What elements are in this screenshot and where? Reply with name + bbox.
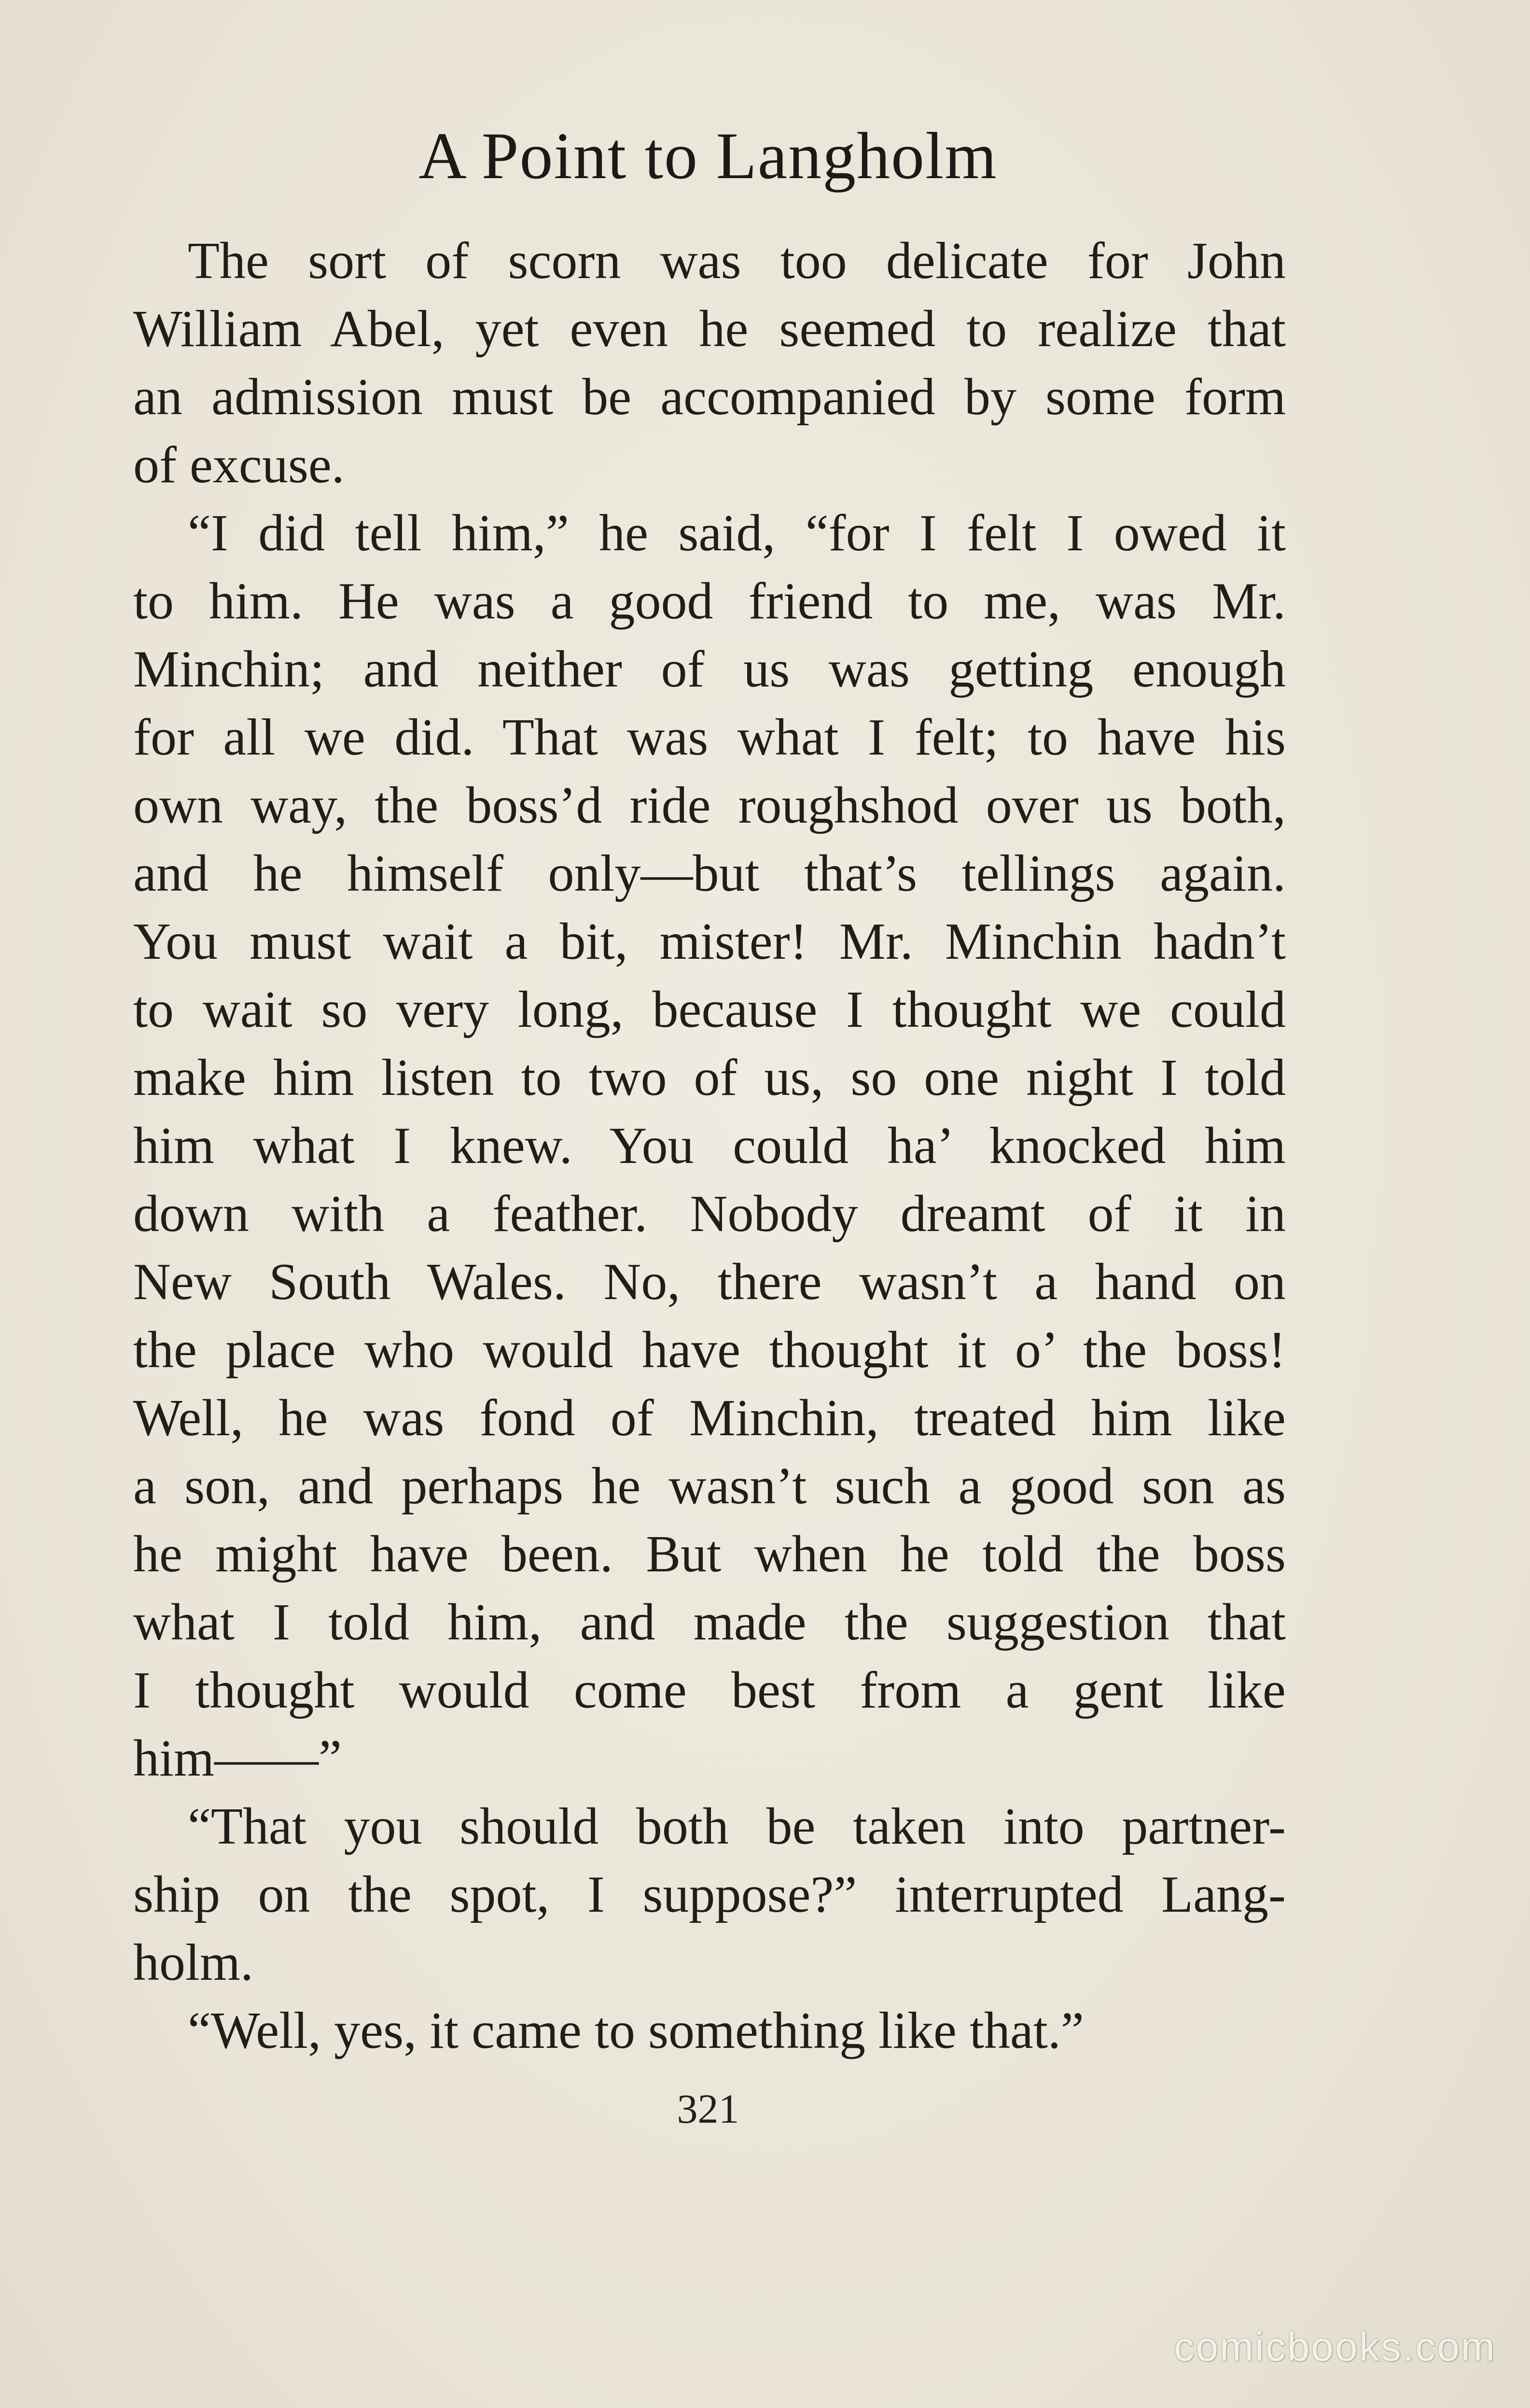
page-number: 321 xyxy=(677,2086,739,2132)
running-head: A Point to Langholm xyxy=(418,119,998,193)
text-line: to him. He was a good friend to me, was Mr. xyxy=(133,573,1286,630)
text-line: and he himself only—but that’s tellings again. xyxy=(133,845,1286,902)
text-line: an admission must be accompanied by some form xyxy=(133,368,1286,426)
paragraph-1 xyxy=(133,227,1286,499)
text-line: “Well, yes, it came to something like that.” xyxy=(188,2002,1084,2059)
text-line: down with a feather. Nobody dreamt of it in xyxy=(133,1185,1286,1243)
text-line: Minchin; and neither of us was getting enough xyxy=(133,641,1286,698)
text-line: “I did tell him,” he said, “for I felt I owed it xyxy=(188,504,1286,562)
text-line: Well, he was fond of Minchin, treated him like xyxy=(133,1389,1286,1447)
text-line: William Abel, yet even he seemed to realize that xyxy=(133,300,1286,358)
text-line: he might have been. But when he told the boss xyxy=(133,1526,1286,1583)
text-line: what I told him, and made the suggestion that xyxy=(133,1594,1286,1651)
text-line: The sort of scorn was too delicate for John xyxy=(188,232,1286,290)
text-line: New South Wales. No, there wasn’t a hand on xyxy=(133,1253,1286,1311)
text-line: own way, the boss’d ride roughshod over us both, xyxy=(133,777,1286,834)
text-line: a son, and perhaps he wasn’t such a good son as xyxy=(133,1457,1286,1515)
paragraph-4 xyxy=(133,1997,1286,2065)
text-line: You must wait a bit, mister! Mr. Minchin hadn’t xyxy=(133,913,1286,970)
text-line: him——” xyxy=(133,1730,342,1787)
paragraph-2 xyxy=(133,499,1286,1792)
paragraph-3 xyxy=(133,1792,1286,1997)
text-line: for all we did. That was what I felt; to have his xyxy=(133,709,1286,766)
text-line: him what I knew. You could ha’ knocked him xyxy=(133,1117,1286,1175)
text-line: I thought would come best from a gent like xyxy=(133,1662,1286,1719)
watermark-text: comicbooks.com xyxy=(1174,2324,1496,2369)
text-line: to wait so very long, because I thought we could xyxy=(133,981,1286,1038)
text-line: “That you should both be taken into partner- xyxy=(188,1798,1286,1855)
text-line: make him listen to two of us, so one night I told xyxy=(133,1049,1286,1106)
body-text xyxy=(133,227,1286,2065)
text-line: of excuse. xyxy=(133,436,345,494)
text-line: holm. xyxy=(133,1934,254,1991)
text-line: ship on the spot, I suppose?” interrupted Lang- xyxy=(133,1866,1286,1923)
text-line: the place who would have thought it o’ the boss! xyxy=(133,1321,1286,1379)
